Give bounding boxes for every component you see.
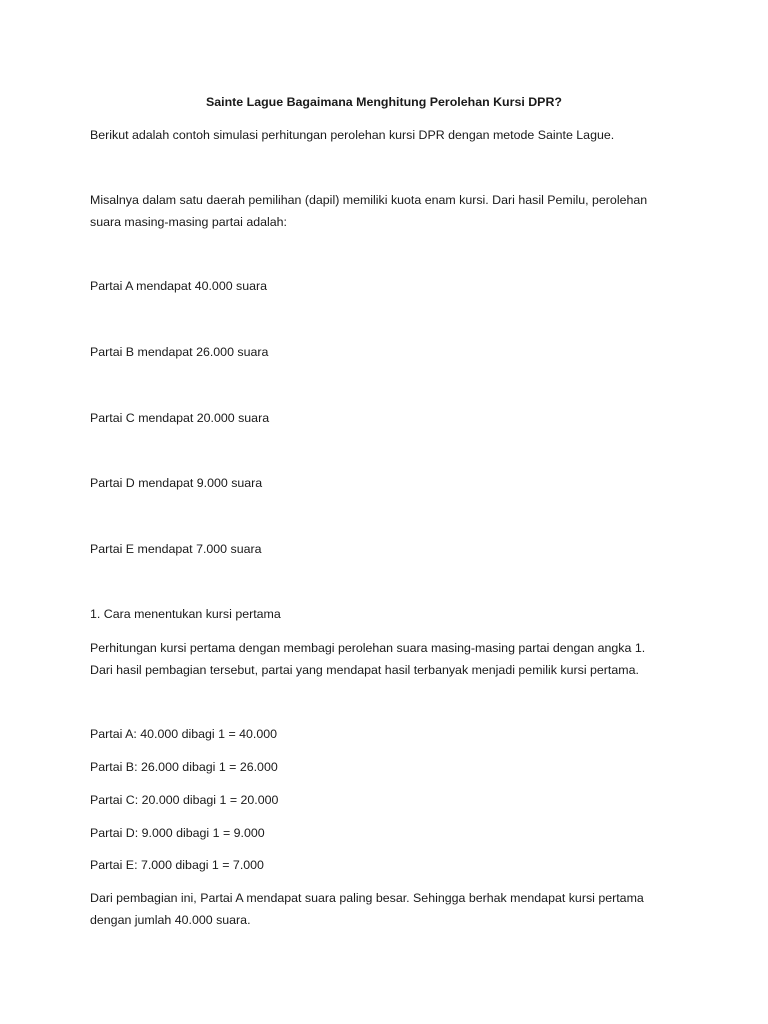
division-line: Partai B: 26.000 dibagi 1 = 26.000 bbox=[90, 760, 278, 774]
conclusion-line-1: Dari pembagian ini, Partai A mendapat suara paling besar. Sehingga berhak mendapat kursi pertama bbox=[90, 891, 644, 905]
section-paragraph-line-1: Perhitungan kursi pertama dengan membagi perolehan suara masing-masing partai dengan angka 1. bbox=[90, 641, 646, 655]
party-votes-line: Partai E mendapat 7.000 suara bbox=[90, 542, 262, 556]
party-votes-line: Partai C mendapat 20.000 suara bbox=[90, 411, 270, 425]
intro-paragraph: Berikut adalah contoh simulasi perhitungan perolehan kursi DPR dengan metode Sainte Lague. bbox=[90, 128, 615, 142]
document-title: Sainte Lague Bagaimana Menghitung Perolehan Kursi DPR? bbox=[206, 95, 562, 109]
party-votes-line: Partai B mendapat 26.000 suara bbox=[90, 345, 269, 359]
division-line: Partai C: 20.000 dibagi 1 = 20.000 bbox=[90, 793, 279, 807]
scenario-line-1: Misalnya dalam satu daerah pemilihan (dapil) memiliki kuota enam kursi. Dari hasil Pemilu, perolehan bbox=[90, 193, 648, 207]
section-paragraph-line-2: Dari hasil pembagian tersebut, partai yang mendapat hasil terbanyak menjadi pemilik kursi pertama. bbox=[90, 663, 639, 677]
party-votes-line: Partai A mendapat 40.000 suara bbox=[90, 279, 268, 293]
party-votes-line: Partai D mendapat 9.000 suara bbox=[90, 476, 263, 490]
division-line: Partai A: 40.000 dibagi 1 = 40.000 bbox=[90, 727, 278, 741]
division-line: Partai E: 7.000 dibagi 1 = 7.000 bbox=[90, 858, 264, 872]
scenario-line-2: suara masing-masing partai adalah: bbox=[90, 215, 287, 229]
section-heading: 1. Cara menentukan kursi pertama bbox=[90, 607, 281, 621]
division-line: Partai D: 9.000 dibagi 1 = 9.000 bbox=[90, 826, 265, 840]
conclusion-line-2: dengan jumlah 40.000 suara. bbox=[90, 913, 251, 927]
